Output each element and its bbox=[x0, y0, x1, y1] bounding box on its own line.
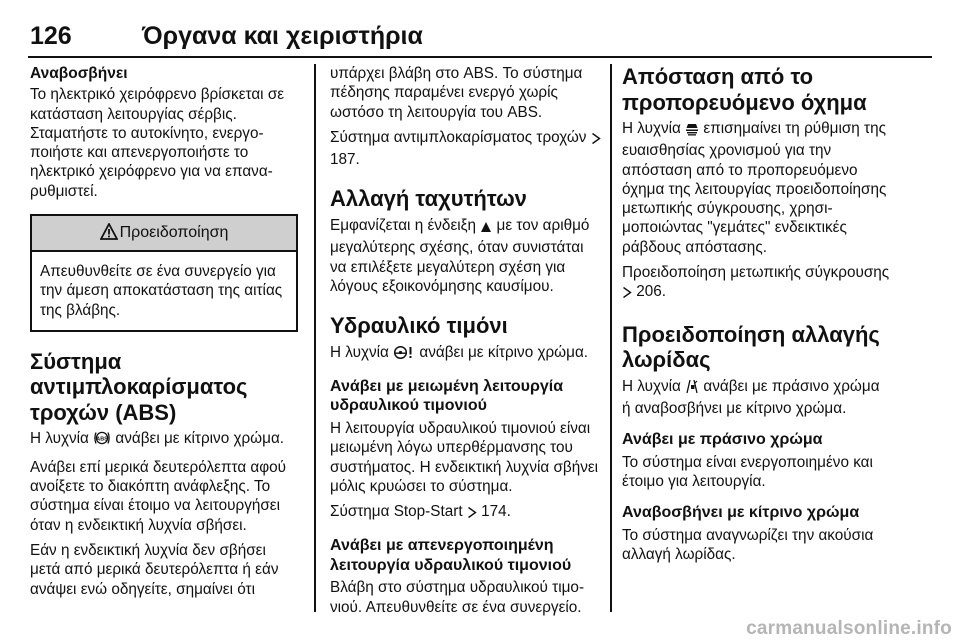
warning-box bbox=[30, 214, 298, 332]
reference-page[interactable]: 206. bbox=[636, 283, 667, 301]
paragraph-lit-green: Το σύστημα είναι ενεργοποιημένο και έτοιμο για λειτουργία. bbox=[622, 453, 873, 491]
paragraph-power-steering: Η λυχνία ανάβει με κίτρινο χρώμα. bbox=[330, 343, 602, 365]
reference-page[interactable]: 174. bbox=[481, 503, 511, 521]
paragraph-reduced-steering: Η λειτουργία υδραυλικού τιμονιού είναι μειωμένη λόγω υπερθέρμανσης του συστήματος. Η ενδεικτική λυχνία σβήνει μόλις κρυώσει το σύστημα. bbox=[330, 419, 599, 495]
up-triangle-icon bbox=[480, 219, 492, 238]
warning-text: Απευθυνθείτε σε ένα συνεργείο για την άμεση αποκατάσταση της αιτίας της βλάβης. bbox=[40, 263, 283, 319]
paragraph-abs-continued: υπάρχει βλάβη στο ABS. Το σύστημα πέδησης παραμένει ενεργό χωρίς ωστόσο τη λειτουργία του ABS. bbox=[330, 65, 583, 121]
paragraph-lane-departure: Η λυχνία ανάβει με πράσινο χρώμα ή αναβοσβήνει με κίτρινο χρώμα. bbox=[622, 377, 880, 417]
column-1 bbox=[30, 64, 298, 599]
section-title: Όργανα και χειριστήρια bbox=[142, 22, 423, 50]
heading-abs: Σύστημα αντιμπλοκαρίσματος τροχών (ABS) bbox=[30, 348, 248, 425]
paragraph-blink-yellow: Το σύστημα αναγνωρίζει την ακούσια αλλαγή λωρίδας. bbox=[622, 526, 874, 564]
paragraph-vehicle-distance: Η λυχνία επισημαίνει τη ρύθμιση της ευαισθησίας χρονισμού για την απόσταση από το προπορευόμενο όχημα της λειτουργίας προειδοποίησης μετωπικής σύγκρουσης, χρησιμοποιώντας "γεμάτες" ενδεικτικές ράβδους απόστασης. bbox=[622, 120, 887, 256]
reference-page[interactable]: 187. bbox=[330, 151, 360, 169]
paragraph-abs-lamp: Η λυχνία ABS ανάβει με κίτρινο χρώμα. bbox=[30, 429, 298, 451]
paragraph-abs-startup: Ανάβει επί μερικά δευτερόλεπτα αφού ανοίξετε το διακόπτη ανάφλεξης. Το σύστημα είναι έτοιμο να λειτουργήσει όταν η ενδεικτική λυχνία σβήσει. bbox=[30, 458, 287, 534]
heading-reduced-steering: Ανάβει με μειωμένη λειτουργία υδραυλικού τιμονιού bbox=[330, 377, 564, 415]
paragraph-disabled-steering: Βλάβη στο σύστημα υδραυλικού τιμονιού. Απευθυνθείτε σε ένα συνεργείο. bbox=[330, 579, 585, 616]
heading-blink-yellow: Αναβοσβήνει με κίτρινο χρώμα bbox=[622, 504, 860, 522]
heading-disabled-steering: Ανάβει με απενεργοποιημένη λειτουργία υδραυλικού τιμονιού bbox=[330, 537, 572, 574]
abs-lamp-icon bbox=[93, 430, 111, 451]
column-3 bbox=[622, 64, 892, 564]
page-header bbox=[28, 18, 932, 58]
column-divider bbox=[314, 64, 316, 612]
page-reference-arrow-icon bbox=[591, 131, 601, 150]
column-divider bbox=[610, 64, 612, 612]
heading-vehicle-distance: Απόσταση από το προπορευόμενο όχημα bbox=[622, 64, 867, 115]
heading-gear-shift: Αλλαγή ταχυτήτων bbox=[330, 186, 527, 212]
watermark: carmanualsonline.info bbox=[746, 618, 952, 639]
svg-text:ABS: ABS bbox=[96, 436, 108, 443]
paragraph-blink: Το ηλεκτρικό χειρόφρενο βρίσκεται σε κατάσταση λειτουργίας σέρβις. Σταματήστε το αυτοκίνητο, ενεργοποιήστε και απενεργοποιήστε το ηλεκτρικό χειρόφρενο για να επαναρυθμιστεί. bbox=[30, 86, 285, 200]
heading-lane-departure: Προειδοποίηση αλλαγής λωρίδας bbox=[622, 321, 880, 373]
heading-power-steering: Υδραυλικό τιμόνι bbox=[330, 313, 508, 339]
vehicle-distance-icon bbox=[685, 122, 699, 141]
page-reference-arrow-icon bbox=[622, 285, 632, 304]
heading-lit-green: Ανάβει με πράσινο χρώμα bbox=[622, 431, 823, 449]
column-2 bbox=[330, 64, 602, 617]
reference-abs: Σύστημα αντιμπλοκαρίσματος τροχών 187. bbox=[330, 128, 602, 170]
page-reference-arrow-icon bbox=[467, 505, 477, 524]
heading-blink: Αναβοσβήνει bbox=[30, 65, 128, 82]
paragraph-gear-shift: Εμφανίζεται η ένδειξη με τον αριθμό μεγαλύτερης σχέσης, όταν συνιστάται να επιλέξετε μεγαλύτερη σχέση για λόγους εξοικονόμησης καυσίμου. bbox=[330, 216, 590, 295]
paragraph-abs-fault: Εάν η ενδεικτική λυχνία δεν σβήσει μετά από μερικά δευτερόλεπτα ή εάν ανάψει ενώ οδηγείτε, σημαίνει ότι bbox=[30, 541, 279, 598]
warning-triangle-icon bbox=[100, 219, 118, 253]
reference-collision-warning: Προειδοποίηση μετωπικής σύγκρουσης 206. bbox=[622, 263, 892, 305]
steering-wheel-warning-icon bbox=[393, 345, 415, 365]
lane-departure-icon bbox=[685, 379, 699, 399]
warning-header bbox=[32, 216, 296, 252]
reference-stop-start: Σύστημα Stop-Start 174. bbox=[330, 502, 602, 524]
page-number: 126 bbox=[30, 22, 72, 50]
warning-title: Προειδοποίηση bbox=[119, 224, 229, 242]
